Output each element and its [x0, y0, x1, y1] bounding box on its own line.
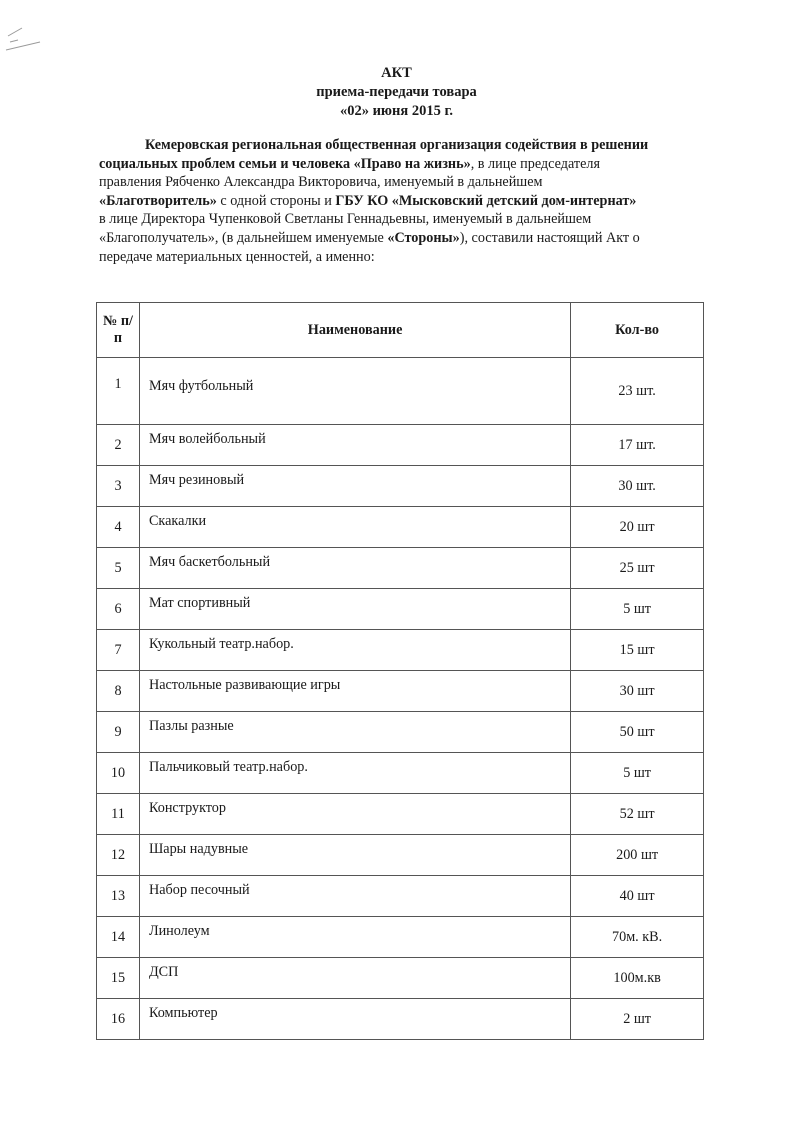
- table-row: [97, 999, 704, 1040]
- row-number: 8: [97, 671, 140, 712]
- row-quantity: 25 шт: [571, 548, 704, 589]
- body-text-segment: , в лице председателя: [470, 155, 600, 172]
- header-number: [97, 303, 140, 358]
- table-row: [97, 630, 704, 671]
- body-text-segment: ГБУ КО «Мысковский детский дом-интернат»: [335, 192, 637, 209]
- row-name: Набор песочный: [139, 876, 570, 917]
- table-row: [97, 358, 704, 425]
- body-text-segment: в лице Директора Чупенковой Светланы Геннадьевны, именуемый в дальнейшем: [99, 211, 592, 228]
- row-name: Мяч баскетбольный: [139, 548, 570, 589]
- table-header-row: [97, 303, 704, 358]
- document-subtitle: приема-передачи товара: [316, 84, 477, 100]
- row-number: 10: [97, 753, 140, 794]
- body-line: [99, 210, 719, 229]
- body-text-segment: социальных проблем семьи и человека «Право на жизнь»: [99, 155, 471, 172]
- table-row: [97, 507, 704, 548]
- row-name: Пальчиковый театр.набор.: [139, 753, 570, 794]
- row-quantity: 30 шт.: [571, 466, 704, 507]
- table-row: [97, 589, 704, 630]
- row-number: 14: [97, 917, 140, 958]
- row-number: 12: [97, 835, 140, 876]
- table-row: [97, 466, 704, 507]
- table-row: [97, 917, 704, 958]
- document-date: «02» июня 2015 г.: [339, 103, 454, 119]
- row-quantity: 23 шт.: [571, 358, 704, 425]
- table-row: [97, 876, 704, 917]
- body-line: [99, 173, 719, 192]
- row-number: 7: [97, 630, 140, 671]
- document-title: АКТ: [381, 65, 412, 81]
- body-line: [99, 229, 719, 248]
- row-name: Кукольный театр.набор.: [139, 630, 570, 671]
- row-quantity: 100м.кв: [571, 958, 704, 999]
- table-row: [97, 794, 704, 835]
- row-number: 11: [97, 794, 140, 835]
- document-header: [0, 64, 793, 121]
- row-number: 16: [97, 999, 140, 1040]
- row-quantity: 5 шт: [571, 753, 704, 794]
- table-row: [97, 753, 704, 794]
- row-name: Линолеум: [139, 917, 570, 958]
- row-name: Пазлы разные: [139, 712, 570, 753]
- row-number: 6: [97, 589, 140, 630]
- row-quantity: 70м. кВ.: [571, 917, 704, 958]
- items-table: [96, 302, 704, 1040]
- row-name: Мат спортивный: [139, 589, 570, 630]
- row-name: Настольные развивающие игры: [139, 671, 570, 712]
- row-number: 1: [97, 358, 140, 425]
- body-line: [99, 248, 719, 267]
- row-name: Шары надувные: [139, 835, 570, 876]
- row-number: 4: [97, 507, 140, 548]
- row-quantity: 40 шт: [571, 876, 704, 917]
- row-quantity: 20 шт: [571, 507, 704, 548]
- header-quantity: Кол-во: [571, 303, 704, 358]
- row-number: 2: [97, 425, 140, 466]
- table-row: [97, 712, 704, 753]
- row-name: Мяч волейбольный: [139, 425, 570, 466]
- row-name: Мяч футбольный: [139, 358, 570, 425]
- body-text-segment: ), составили настоящий Акт о: [459, 229, 640, 246]
- row-quantity: 5 шт: [571, 589, 704, 630]
- row-quantity: 50 шт: [571, 712, 704, 753]
- header-name: Наименование: [139, 303, 570, 358]
- table-row: [97, 958, 704, 999]
- row-quantity: 17 шт.: [571, 425, 704, 466]
- scan-mark: [4, 20, 44, 60]
- row-quantity: 52 шт: [571, 794, 704, 835]
- body-text-segment: с одной стороны и: [216, 192, 336, 209]
- body-line: [99, 136, 719, 155]
- table-row: [97, 835, 704, 876]
- row-number: 15: [97, 958, 140, 999]
- row-quantity: 2 шт: [571, 999, 704, 1040]
- body-text-segment: передаче материальных ценностей, а именно:: [99, 248, 375, 265]
- row-name: Мяч резиновый: [139, 466, 570, 507]
- row-number: 13: [97, 876, 140, 917]
- row-name: ДСП: [139, 958, 570, 999]
- row-quantity: 30 шт: [571, 671, 704, 712]
- row-number: 9: [97, 712, 140, 753]
- row-number: 5: [97, 548, 140, 589]
- row-name: Компьютер: [139, 999, 570, 1040]
- table-row: [97, 548, 704, 589]
- table-row: [97, 425, 704, 466]
- row-quantity: 200 шт: [571, 835, 704, 876]
- body-text-segment: «Стороны»: [387, 229, 460, 246]
- table-row: [97, 671, 704, 712]
- document-body: [99, 136, 719, 266]
- body-line: [99, 192, 719, 211]
- header-number-label: № п/п: [103, 313, 133, 346]
- row-quantity: 15 шт: [571, 630, 704, 671]
- body-text-segment: Кемеровская региональная общественная организация содействия в решении: [145, 137, 649, 153]
- row-number: 3: [97, 466, 140, 507]
- row-name: Конструктор: [139, 794, 570, 835]
- body-text-segment: «Благополучатель», (в дальнейшем именуемые: [99, 229, 388, 246]
- row-name: Скакалки: [139, 507, 570, 548]
- body-text-segment: правления Рябченко Александра Викторовича, именуемый в дальнейшем: [99, 174, 543, 191]
- body-line: [99, 155, 719, 174]
- body-text-segment: «Благотворитель»: [99, 192, 217, 209]
